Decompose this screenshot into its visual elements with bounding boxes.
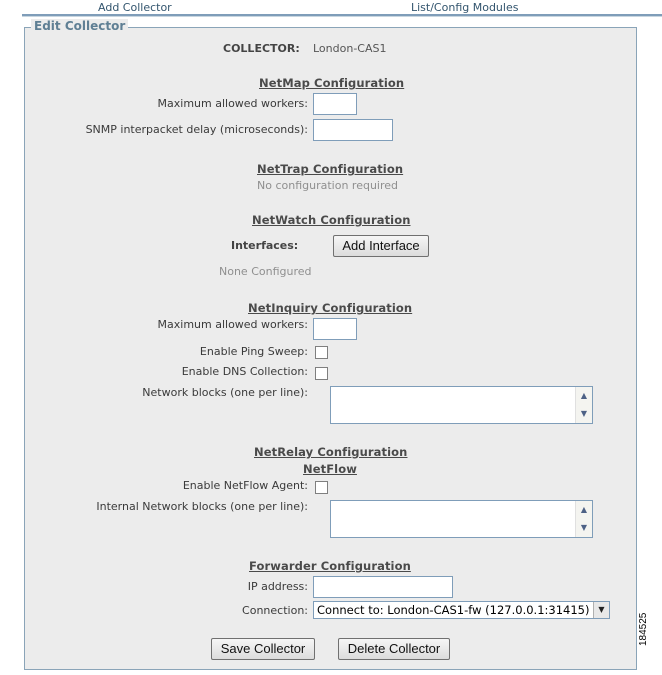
list-config-modules-link[interactable]: List/Config Modules (411, 1, 519, 14)
dns-collection-label: Enable DNS Collection: (181, 365, 308, 378)
snmp-delay-input[interactable] (313, 119, 393, 141)
nettrap-title: NetTrap Configuration (257, 162, 404, 176)
nettrap-note: No configuration required (257, 179, 399, 192)
network-blocks-textarea[interactable] (330, 386, 593, 424)
figure-id: 184525 (638, 612, 649, 646)
connection-label: Connection: (242, 604, 308, 617)
netflow-agent-label: Enable NetFlow Agent: (182, 479, 308, 492)
netinquiry-max-workers-label: Maximum allowed workers: (157, 318, 308, 331)
collector-value: London-CAS1 (313, 42, 387, 55)
interfaces-none-configured: None Configured (219, 265, 312, 278)
nav-divider-shadow (22, 16, 662, 17)
internal-network-blocks-label: Internal Network blocks (one per line): (96, 500, 308, 513)
connection-select[interactable] (313, 601, 610, 619)
dns-collection-checkbox[interactable] (315, 367, 328, 380)
scroll-down-icon[interactable]: ▼ (580, 409, 588, 418)
interfaces-label: Interfaces: (231, 239, 299, 252)
delete-collector-button[interactable]: Delete Collector (338, 638, 450, 660)
netmap-title: NetMap Configuration (259, 76, 405, 90)
snmp-delay-label: SNMP interpacket delay (microseconds): (85, 123, 308, 136)
network-blocks-label: Network blocks (one per line): (142, 386, 308, 399)
add-interface-button[interactable]: Add Interface (333, 235, 429, 257)
ip-address-input[interactable] (313, 576, 453, 598)
add-collector-link[interactable]: Add Collector (98, 1, 172, 14)
internal-network-blocks-scrollbar[interactable] (575, 501, 592, 537)
netflow-title: NetFlow (303, 462, 357, 476)
internal-network-blocks-textarea[interactable] (330, 500, 593, 538)
netwatch-title: NetWatch Configuration (252, 213, 411, 227)
forwarder-title: Forwarder Configuration (249, 559, 411, 573)
connection-select-value: Connect to: London-CAS1-fw (127.0.0.1:31415) (317, 603, 590, 617)
netinquiry-title: NetInquiry Configuration (248, 301, 413, 315)
ip-address-label: IP address: (247, 580, 308, 593)
netrelay-title: NetRelay Configuration (254, 445, 408, 459)
netflow-agent-checkbox[interactable] (315, 481, 328, 494)
panel-legend: Edit Collector (31, 19, 128, 33)
scroll-up-icon[interactable]: ▲ (580, 505, 588, 514)
save-collector-button[interactable]: Save Collector (211, 638, 315, 660)
ping-sweep-label: Enable Ping Sweep: (199, 345, 308, 358)
scroll-down-icon[interactable]: ▼ (580, 523, 588, 532)
netinquiry-max-workers-input[interactable] (313, 318, 357, 340)
network-blocks-scrollbar[interactable] (575, 387, 592, 423)
netmap-max-workers-input[interactable] (313, 93, 357, 115)
netmap-max-workers-label: Maximum allowed workers: (157, 97, 308, 110)
ping-sweep-checkbox[interactable] (315, 346, 328, 359)
scroll-up-icon[interactable]: ▲ (580, 391, 588, 400)
chevron-down-icon[interactable]: ▼ (593, 602, 609, 618)
collector-label: COLLECTOR: (223, 42, 300, 55)
